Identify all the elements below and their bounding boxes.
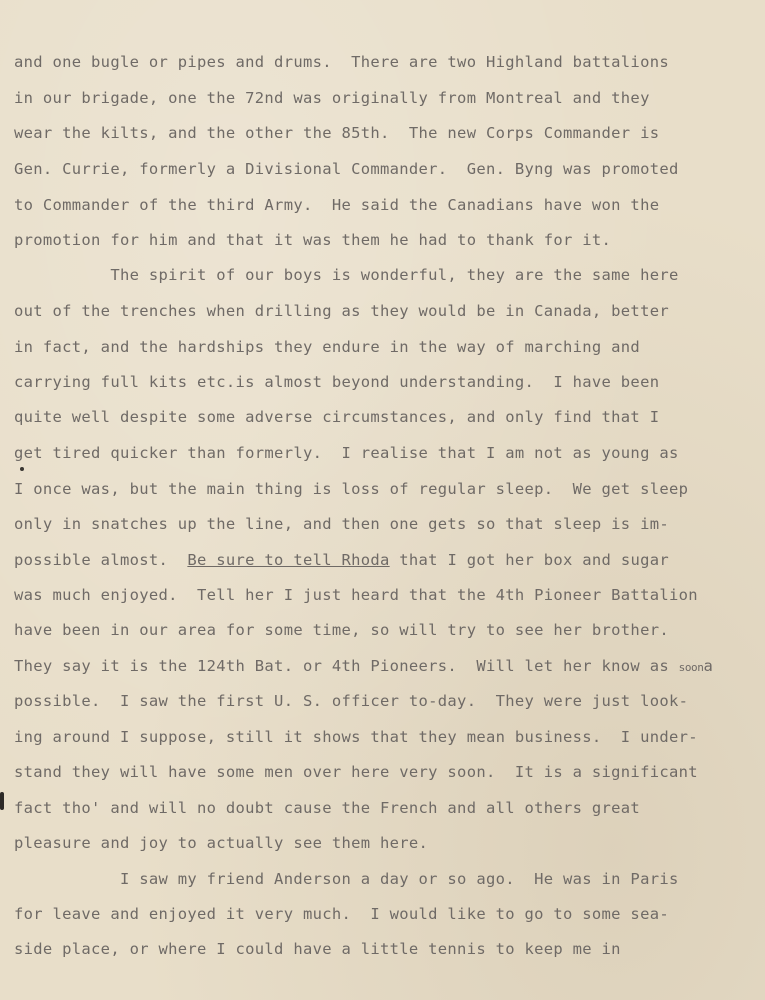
- text-line: [14, 553, 669, 569]
- text-line: Gen. Currie, formerly a Divisional Commander. Gen. Byng was promoted: [14, 160, 679, 178]
- text-line: wear the kilts, and the other the 85th. The new Corps Commander is: [14, 124, 660, 142]
- text-line: get tired quicker than formerly. I realise that I am not as young as: [14, 444, 679, 462]
- text-line: out of the trenches when drilling as they would be in Canada, better: [14, 302, 669, 320]
- text-line: and one bugle or pipes and drums. There are two Highland battalions: [14, 53, 669, 71]
- ink-dot: [20, 467, 24, 471]
- text-segment: a: [703, 657, 714, 675]
- text-line: [14, 659, 713, 675]
- text-line: side place, or where I could have a little tennis to keep me in: [14, 940, 621, 958]
- text-line: pleasure and joy to actually see them here.: [14, 834, 429, 852]
- text-line: The spirit of our boys is wonderful, they are the same here: [14, 266, 679, 284]
- text-line: promotion for him and that it was them he had to thank for it.: [14, 231, 612, 249]
- text-line: have been in our area for some time, so will try to see her brother.: [14, 621, 669, 639]
- text-segment: possible almost.: [14, 551, 188, 569]
- text-line: for leave and enjoyed it very much. I would like to go to some sea-: [14, 905, 669, 923]
- text-line: was much enjoyed. Tell her I just heard that the 4th Pioneer Battalion: [14, 586, 698, 604]
- text-line: quite well despite some adverse circumstances, and only find that I: [14, 408, 660, 426]
- text-line: I once was, but the main thing is loss of regular sleep. We get sleep: [14, 480, 689, 498]
- text-line: carrying full kits etc.is almost beyond understanding. I have been: [14, 373, 660, 391]
- text-line: ing around I suppose, still it shows that they mean business. I under-: [14, 728, 698, 746]
- underlined-phrase: Be sure to tell Rhoda: [187, 551, 390, 569]
- text-segment: that I got her box and sugar: [389, 551, 669, 569]
- inserted-word: soon: [678, 661, 704, 674]
- text-line: to Commander of the third Army. He said the Canadians have won the: [14, 196, 660, 214]
- text-line: possible. I saw the first U. S. officer to-day. They were just look-: [14, 692, 689, 710]
- text-line: in fact, and the hardships they endure in the way of marching and: [14, 338, 641, 356]
- text-line: stand they will have some men over here very soon. It is a significant: [14, 763, 698, 781]
- text-line: I saw my friend Anderson a day or so ago. He was in Paris: [14, 870, 679, 888]
- margin-mark: [0, 792, 4, 810]
- text-line: fact tho' and will no doubt cause the French and all others great: [14, 799, 641, 817]
- text-line: in our brigade, one the 72nd was originally from Montreal and they: [14, 89, 650, 107]
- text-segment: They say it is the 124th Bat. or 4th Pioneers. Will let her know as: [14, 657, 679, 675]
- text-line: only in snatches up the line, and then one gets so that sleep is im-: [14, 515, 669, 533]
